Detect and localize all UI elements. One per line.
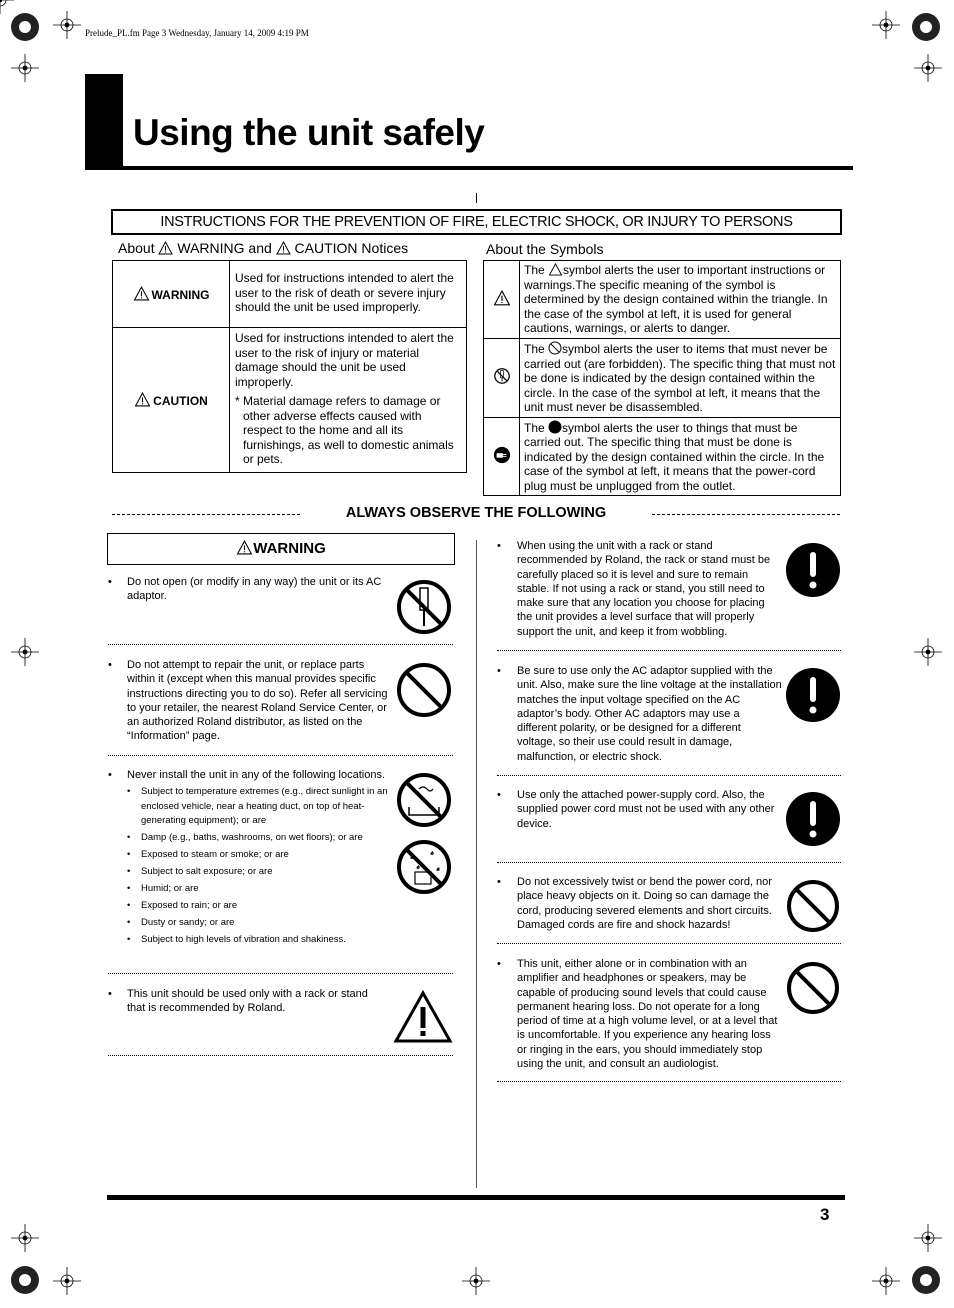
symbol-icon-cell: [484, 417, 520, 496]
bullet: •: [108, 769, 112, 781]
caution-note: * Material damage refers to damage or other adverse effects caused with respect to the home and all its furnishings, as well to domestic animals or pets.: [235, 394, 454, 466]
symbol-pre: The: [524, 263, 545, 278]
always-heading: ALWAYS OBSERVE THE FOLLOWING: [300, 505, 652, 521]
caution-triangle-icon: [393, 990, 453, 1044]
symbol-pre: The: [524, 420, 545, 435]
sub-list: [127, 785, 389, 948]
symbol-text: symbol alerts the user to important instructions or warnings.The specific meaning of the symbol is determined by the design contained within the triangle. In the case of the symbol at left, it is used for general cautions, warnings, or alerts to danger.: [524, 263, 828, 336]
warning-triangle-icon: [276, 241, 291, 255]
symbol-icon-cell: [484, 261, 520, 339]
bullet: •: [497, 665, 501, 677]
item-text: Do not open (or modify in any way) the unit or its AC adaptor.: [127, 576, 382, 603]
warning-triangle-icon: [158, 241, 173, 255]
warning-triangle-icon: [133, 286, 150, 301]
notices-heading-caution: CAUTION Notices: [294, 240, 409, 256]
item-text: Do not excessively twist or bend the power cord, nor place heavy objects on it. Doing so can damage the cord, producing severed elements and short circuits. Damaged cords are fire and shock hazards!: [517, 876, 772, 931]
notices-heading-prefix: About: [118, 240, 155, 256]
separator: [108, 1055, 453, 1056]
no-disassemble-icon: [395, 578, 453, 636]
list-item: [108, 575, 453, 635]
center-tick: [476, 193, 477, 203]
caution-cell: [230, 328, 467, 473]
item-text: Do not attempt to repair the unit, or replace parts within it (except when this manual provides specific instructions directing you to do so). Refer all servicing to your retailer, the nearest Roland Service Center, or an authorized Roland distributor, as listed on the “Information” page.: [127, 659, 388, 743]
mandatory-icon: [785, 542, 841, 598]
item-text: When using the unit with a rack or stand recommended by Roland, the rack or stand must be carefully placed so it is level and sure to remain stable. If not using a rack or stand, you still need to make sure that any location you choose for placing the unit provides a level surface that will properly support the unit, and keep it from wobbling.: [517, 540, 771, 638]
sub-item: • Dusty or sandy; or are: [127, 916, 389, 931]
warning-label-cell: [113, 261, 230, 328]
separator: [497, 650, 841, 651]
page-number: 3: [820, 1205, 830, 1224]
symbols-table: [483, 260, 841, 496]
mandatory-icon: [785, 791, 841, 847]
prohibited-icon: [785, 878, 841, 934]
item-text: Be sure to use only the AC adaptor supplied with the unit. Also, make sure the line voltage at the installation matches the input voltage specified on the AC adaptor’s body. Other AC adaptors may use a different polarity, or be designed for a different voltage, so their use could result in damage, malfunction, or electric shock.: [517, 665, 782, 763]
list-item: [108, 987, 453, 1047]
symbols-heading: About the Symbols: [486, 241, 604, 257]
prohibited-icon: [395, 661, 453, 719]
warning-triangle-icon: [236, 540, 253, 555]
item-main-text: Never install the unit in any of the following locations.: [127, 769, 386, 781]
separator: [108, 644, 453, 645]
triangle-alert-icon: [493, 290, 511, 306]
instructions-heading: INSTRUCTIONS FOR THE PREVENTION OF FIRE, ELECTRIC SHOCK, OR INJURY TO PERSONS: [111, 209, 842, 235]
bullet: •: [497, 540, 501, 552]
notices-table: [112, 260, 467, 473]
notices-heading: [118, 240, 408, 256]
footer-rule: [107, 1195, 845, 1200]
file-info-header: Prelude_PL.fm Page 3 Wednesday, January 14, 2009 4:19 PM: [85, 28, 309, 38]
sub-item: • Exposed to rain; or are: [127, 899, 389, 914]
sub-item: • Subject to high levels of vibration and shakiness.: [127, 933, 389, 948]
symbol-text: symbol alerts the user to items that must never be carried out (are forbidden). The specific thing that must not be done is indicated by the design contained within the circle. In the case of the symbol at left, it means that the unit must never be disassembled.: [524, 342, 836, 414]
bullet: •: [497, 789, 501, 801]
warning-label: WARNING: [151, 287, 210, 302]
sub-item: • Humid; or are: [127, 882, 389, 897]
separator: [108, 973, 453, 974]
caution-label: CAUTION: [153, 393, 208, 408]
sub-item: • Subject to salt exposure; or are: [127, 865, 389, 880]
separator: [497, 862, 841, 863]
item-text: This unit should be used only with a rack or stand that is recommended by Roland.: [127, 988, 368, 1015]
symbol-icon-cell: [484, 339, 520, 418]
symbol-desc-2: [520, 339, 841, 418]
triangle-outline-icon: [548, 263, 563, 276]
prohibited-icon: [785, 960, 841, 1016]
sub-item: • Exposed to steam or smoke; or are: [127, 848, 389, 863]
caution-label-cell: [113, 328, 230, 473]
item-text: Use only the attached power-supply cord. Also, the supplied power cord must not be used with any other device.: [517, 789, 775, 830]
column-divider: [476, 540, 477, 1188]
no-water-icon: [395, 838, 453, 896]
warning-triangle-icon: [134, 392, 151, 407]
page-title: Using the unit safely: [133, 112, 485, 153]
bullet: •: [497, 958, 501, 970]
bullet: •: [108, 659, 112, 671]
warning-box-label: WARNING: [253, 540, 326, 557]
separator: [108, 755, 453, 756]
no-disassemble-icon: [493, 367, 511, 385]
bullet: •: [108, 988, 112, 1000]
mandatory-dot-icon: [548, 420, 562, 434]
symbol-text: symbol alerts the user to things that must be carried out. The specific thing that must be done is indicated by the design contained within the circle. In the case of the symbol at left, it means that the power-cord plug must be unplugged from the outlet.: [524, 420, 825, 493]
symbol-desc-3: [520, 417, 841, 496]
mandatory-icon: [785, 667, 841, 723]
unplug-icon: [493, 446, 511, 464]
title-rule: [85, 166, 853, 170]
title-block: [85, 74, 123, 170]
caution-text: Used for instructions intended to alert the user to the risk of injury or material damage should the unit be used improperly.: [235, 331, 454, 389]
bullet: •: [108, 576, 112, 588]
item-text: [127, 768, 389, 950]
notices-heading-warning: WARNING and: [177, 240, 272, 256]
bullet: •: [497, 876, 501, 888]
sub-item: • Damp (e.g., baths, washrooms, on wet floors); or are: [127, 831, 389, 846]
prohibited-outline-icon: [548, 341, 562, 355]
symbol-desc-1: [520, 261, 841, 339]
item-text: This unit, either alone or in combination with an amplifier and headphones or speakers, may be capable of producing sound levels that could cause permanent hearing loss. Do not operate for a long period of time at a high volume level, or at a level that is uncomfortable. If you experience any hearing loss or ringing in the ears, you should immediately stop using the unit, and consult an audiologist.: [517, 958, 778, 1071]
separator: [497, 775, 841, 776]
separator: [497, 943, 841, 944]
no-heat-icon: [395, 771, 453, 829]
warning-box: [107, 533, 455, 565]
separator: [497, 1081, 841, 1082]
sub-item: • Subject to temperature extremes (e.g., direct sunlight in an enclosed vehicle, near a heating duct, on top of heat-generating equipment); or are: [127, 785, 389, 829]
symbol-pre: The: [524, 342, 545, 356]
warning-text: Used for instructions intended to alert the user to the risk of death or severe injury should the unit be used improperly.: [230, 261, 467, 328]
